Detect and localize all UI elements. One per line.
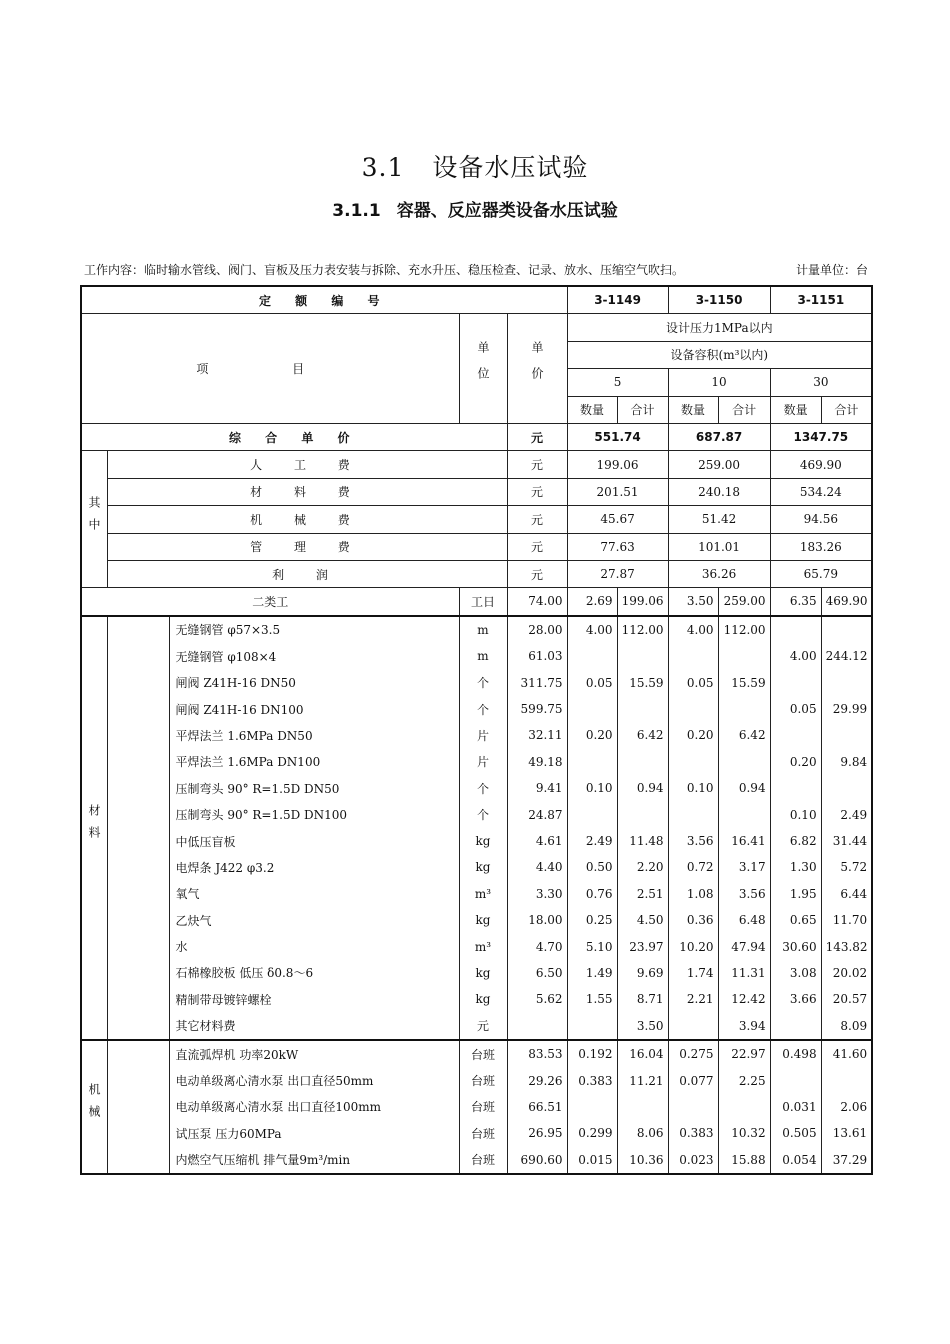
- work-content: 工作内容：临时输水管线、阀门、盲板及压力表安装与拆除、充水升压、稳压检查、记录、放水、压缩空气吹扫。: [84, 263, 685, 277]
- machine-cell: [567, 1094, 617, 1120]
- material-cell: [668, 643, 718, 669]
- machine-cell: 13.61: [821, 1120, 872, 1146]
- material-cell: [617, 749, 668, 775]
- machine-price: 690.60: [507, 1147, 567, 1174]
- material-cell: 11.31: [718, 960, 770, 986]
- among-item-value: 45.67: [567, 506, 668, 533]
- among-item-value: 27.87: [567, 560, 668, 587]
- material-cell: [770, 775, 821, 801]
- material-cell: [668, 801, 718, 827]
- pressure-header: 设计压力1MPa以内: [567, 314, 872, 341]
- among-item-unit: 元: [507, 506, 567, 533]
- among-item-value: 183.26: [770, 533, 872, 560]
- material-name: 无缝钢管 φ57×3.5: [169, 616, 459, 643]
- material-cell: 11.70: [821, 907, 872, 933]
- material-unit: kg: [459, 986, 507, 1012]
- code-1150: 3-1150: [668, 286, 770, 314]
- material-name: 乙炔气: [169, 907, 459, 933]
- material-cell: 5.10: [567, 933, 617, 959]
- material-name: 压制弯头 90° R=1.5D DN50: [169, 775, 459, 801]
- material-cell: 12.42: [718, 986, 770, 1012]
- material-cell: 0.72: [668, 854, 718, 880]
- labor-price: 74.00: [507, 588, 567, 616]
- machine-cell: 10.32: [718, 1120, 770, 1146]
- total-label: 综 合 单 价: [81, 423, 507, 450]
- material-cell: [821, 722, 872, 748]
- material-cell: 0.20: [567, 722, 617, 748]
- material-cell: [770, 669, 821, 695]
- material-cell: 6.48: [718, 907, 770, 933]
- material-price: 4.40: [507, 854, 567, 880]
- sum-header: 合计: [718, 396, 770, 423]
- material-unit: 片: [459, 749, 507, 775]
- material-price: 32.11: [507, 722, 567, 748]
- material-price: 4.61: [507, 828, 567, 854]
- material-cell: 1.08: [668, 881, 718, 907]
- material-cell: 5.72: [821, 854, 872, 880]
- machine-cell: 10.36: [617, 1147, 668, 1174]
- material-cell: 10.20: [668, 933, 718, 959]
- machine-cell: 0.015: [567, 1147, 617, 1174]
- page-title: [0, 148, 950, 184]
- material-cell: [770, 1013, 821, 1040]
- material-spacer-cell: [107, 616, 169, 1040]
- among-item-name: 人 工 费: [107, 451, 507, 478]
- material-price: [507, 1013, 567, 1040]
- material-unit: 个: [459, 696, 507, 722]
- material-cell: [617, 643, 668, 669]
- material-cell: [718, 749, 770, 775]
- material-cell: 1.95: [770, 881, 821, 907]
- machine-price: 66.51: [507, 1094, 567, 1120]
- material-price: 599.75: [507, 696, 567, 722]
- material-unit: 个: [459, 801, 507, 827]
- labor-cell: 199.06: [617, 588, 668, 616]
- material-unit: 个: [459, 775, 507, 801]
- among-item-value: 94.56: [770, 506, 872, 533]
- material-cell: 3.50: [617, 1013, 668, 1040]
- material-cell: 1.30: [770, 854, 821, 880]
- total-value: 551.74: [567, 423, 668, 450]
- labor-name: 二类工: [81, 588, 459, 616]
- material-unit: m³: [459, 933, 507, 959]
- material-cell: [821, 775, 872, 801]
- material-name: 氧气: [169, 881, 459, 907]
- material-cell: 112.00: [617, 616, 668, 643]
- material-cell: 0.94: [718, 775, 770, 801]
- material-name: 电焊条 J422 φ3.2: [169, 854, 459, 880]
- code-1149: 3-1149: [567, 286, 668, 314]
- material-price: 18.00: [507, 907, 567, 933]
- machine-label-text: 机械: [87, 1083, 101, 1128]
- among-item-value: 199.06: [567, 451, 668, 478]
- material-name: 精制带母镀锌螺栓: [169, 986, 459, 1012]
- material-unit: 元: [459, 1013, 507, 1040]
- machine-cell: [821, 1067, 872, 1093]
- volume-header: 设备容积(m³以内): [567, 341, 872, 368]
- material-name: 平焊法兰 1.6MPa DN100: [169, 749, 459, 775]
- material-label-text: 材料: [87, 804, 101, 849]
- material-cell: 0.50: [567, 854, 617, 880]
- unit-label-text: 单位: [476, 341, 490, 394]
- price-label: [507, 314, 567, 424]
- among-item-value: 259.00: [668, 451, 770, 478]
- material-cell: 0.10: [770, 801, 821, 827]
- material-cell: 23.97: [617, 933, 668, 959]
- material-cell: 0.20: [668, 722, 718, 748]
- material-cell: [617, 696, 668, 722]
- quota-table: [80, 285, 873, 1175]
- qty-header: 数量: [770, 396, 821, 423]
- machine-unit: 台班: [459, 1120, 507, 1146]
- material-name: 压制弯头 90° R=1.5D DN100: [169, 801, 459, 827]
- machine-cell: 0.498: [770, 1040, 821, 1067]
- machine-name: 试压泵 压力60MPa: [169, 1120, 459, 1146]
- material-cell: 47.94: [718, 933, 770, 959]
- material-price: 49.18: [507, 749, 567, 775]
- labor-cell: 2.69: [567, 588, 617, 616]
- machine-cell: 0.505: [770, 1120, 821, 1146]
- machine-cell: 22.97: [718, 1040, 770, 1067]
- material-cell: 0.10: [567, 775, 617, 801]
- sum-header: 合计: [617, 396, 668, 423]
- material-unit: kg: [459, 907, 507, 933]
- sum-header: 合计: [821, 396, 872, 423]
- machine-name: 电动单级离心清水泵 出口直径50mm: [169, 1067, 459, 1093]
- among-item-value: 101.01: [668, 533, 770, 560]
- material-cell: 9.69: [617, 960, 668, 986]
- among-item-value: 240.18: [668, 478, 770, 505]
- material-cell: 3.66: [770, 986, 821, 1012]
- material-cell: 20.57: [821, 986, 872, 1012]
- machine-cell: [718, 1094, 770, 1120]
- machine-cell: [770, 1067, 821, 1093]
- material-price: 6.50: [507, 960, 567, 986]
- material-name: 中低压盲板: [169, 828, 459, 854]
- material-unit: 个: [459, 669, 507, 695]
- material-cell: 6.82: [770, 828, 821, 854]
- material-unit: m³: [459, 881, 507, 907]
- machine-unit: 台班: [459, 1094, 507, 1120]
- machine-cell: [617, 1094, 668, 1120]
- work-content-line: [84, 261, 868, 278]
- machine-name: 内燃空气压缩机 排气量9m³/min: [169, 1147, 459, 1174]
- among-item-value: 65.79: [770, 560, 872, 587]
- among-item-unit: 元: [507, 560, 567, 587]
- material-cell: 29.99: [821, 696, 872, 722]
- among-item-unit: 元: [507, 533, 567, 560]
- title-number: 3.1: [361, 153, 405, 182]
- machine-cell: 15.88: [718, 1147, 770, 1174]
- machine-cell: 0.299: [567, 1120, 617, 1146]
- qty-header: 数量: [567, 396, 617, 423]
- material-price: 28.00: [507, 616, 567, 643]
- material-cell: [617, 801, 668, 827]
- material-price: 9.41: [507, 775, 567, 801]
- material-cell: [770, 722, 821, 748]
- price-label-text: 单价: [530, 341, 545, 394]
- material-cell: [770, 616, 821, 643]
- labor-cell: 469.90: [821, 588, 872, 616]
- material-cell: [567, 696, 617, 722]
- material-cell: [668, 696, 718, 722]
- material-cell: 31.44: [821, 828, 872, 854]
- material-price: 61.03: [507, 643, 567, 669]
- machine-cell: 2.06: [821, 1094, 872, 1120]
- material-cell: 15.59: [718, 669, 770, 695]
- material-name: 水: [169, 933, 459, 959]
- material-price: 311.75: [507, 669, 567, 695]
- machine-cell: 41.60: [821, 1040, 872, 1067]
- measure-unit: 计量单位：台: [795, 263, 868, 277]
- material-name: 闸阀 Z41H-16 DN50: [169, 669, 459, 695]
- unit-label: [459, 314, 507, 424]
- material-cell: 2.49: [567, 828, 617, 854]
- material-cell: 2.20: [617, 854, 668, 880]
- material-unit: kg: [459, 854, 507, 880]
- material-cell: [718, 643, 770, 669]
- machine-cell: 0.054: [770, 1147, 821, 1174]
- material-cell: [567, 801, 617, 827]
- material-cell: 0.94: [617, 775, 668, 801]
- material-cell: 6.42: [718, 722, 770, 748]
- machine-cell: 0.275: [668, 1040, 718, 1067]
- material-cell: [668, 1013, 718, 1040]
- material-name: 平焊法兰 1.6MPa DN50: [169, 722, 459, 748]
- material-cell: 4.00: [567, 616, 617, 643]
- material-cell: 8.09: [821, 1013, 872, 1040]
- material-cell: 4.00: [668, 616, 718, 643]
- machine-cell: 0.077: [668, 1067, 718, 1093]
- material-unit: kg: [459, 960, 507, 986]
- material-name: 无缝钢管 φ108×4: [169, 643, 459, 669]
- subtitle-number: 3.1.1: [332, 201, 381, 221]
- material-unit: m: [459, 616, 507, 643]
- material-cell: [668, 749, 718, 775]
- material-cell: 0.20: [770, 749, 821, 775]
- machine-unit: 台班: [459, 1067, 507, 1093]
- title-text: 设备水压试验: [432, 153, 589, 182]
- material-cell: 0.05: [567, 669, 617, 695]
- material-cell: 9.84: [821, 749, 872, 775]
- among-item-unit: 元: [507, 478, 567, 505]
- code-1151: 3-1151: [770, 286, 872, 314]
- material-price: 4.70: [507, 933, 567, 959]
- labor-unit: 工日: [459, 588, 507, 616]
- material-cell: 0.05: [668, 669, 718, 695]
- machine-price: 83.53: [507, 1040, 567, 1067]
- material-cell: [567, 1013, 617, 1040]
- material-cell: 8.71: [617, 986, 668, 1012]
- material-cell: 0.05: [770, 696, 821, 722]
- material-price: 5.62: [507, 986, 567, 1012]
- labor-cell: 259.00: [718, 588, 770, 616]
- among-item-unit: 元: [507, 451, 567, 478]
- machine-cell: 0.192: [567, 1040, 617, 1067]
- material-cell: 30.60: [770, 933, 821, 959]
- total-value: 687.87: [668, 423, 770, 450]
- material-cell: 0.76: [567, 881, 617, 907]
- labor-cell: 6.35: [770, 588, 821, 616]
- material-name: 其它材料费: [169, 1013, 459, 1040]
- material-cell: 6.44: [821, 881, 872, 907]
- material-cell: 2.21: [668, 986, 718, 1012]
- among-item-value: 51.42: [668, 506, 770, 533]
- material-cell: 4.50: [617, 907, 668, 933]
- among-item-name: 利 润: [107, 560, 507, 587]
- quota-no-label: 定 额 编 号: [81, 286, 567, 314]
- material-cell: 15.59: [617, 669, 668, 695]
- material-cell: 2.51: [617, 881, 668, 907]
- material-cell: 3.17: [718, 854, 770, 880]
- material-cell: 2.49: [821, 801, 872, 827]
- machine-price: 29.26: [507, 1067, 567, 1093]
- material-cell: 16.41: [718, 828, 770, 854]
- machine-cell: 0.383: [668, 1120, 718, 1146]
- machine-spacer-cell: [107, 1040, 169, 1174]
- material-price: 3.30: [507, 881, 567, 907]
- volume-10: 10: [668, 369, 770, 396]
- among-group-label: [81, 451, 107, 588]
- machine-cell: 0.383: [567, 1067, 617, 1093]
- machine-price: 26.95: [507, 1120, 567, 1146]
- material-cell: 3.56: [718, 881, 770, 907]
- material-price: 24.87: [507, 801, 567, 827]
- material-cell: 112.00: [718, 616, 770, 643]
- material-cell: 6.42: [617, 722, 668, 748]
- machine-name: 电动单级离心清水泵 出口直径100mm: [169, 1094, 459, 1120]
- machine-unit: 台班: [459, 1147, 507, 1174]
- machine-cell: 8.06: [617, 1120, 668, 1146]
- material-cell: 11.48: [617, 828, 668, 854]
- machine-cell: 0.031: [770, 1094, 821, 1120]
- material-cell: 1.49: [567, 960, 617, 986]
- machine-name: 直流弧焊机 功率20kW: [169, 1040, 459, 1067]
- machine-cell: [668, 1094, 718, 1120]
- qty-header: 数量: [668, 396, 718, 423]
- material-unit: 片: [459, 722, 507, 748]
- material-cell: 244.12: [821, 643, 872, 669]
- total-unit: 元: [507, 423, 567, 450]
- material-cell: 3.08: [770, 960, 821, 986]
- material-name: 闸阀 Z41H-16 DN100: [169, 696, 459, 722]
- machine-cell: 37.29: [821, 1147, 872, 1174]
- labor-cell: 3.50: [668, 588, 718, 616]
- material-cell: 0.25: [567, 907, 617, 933]
- material-unit: m: [459, 643, 507, 669]
- material-cell: 0.65: [770, 907, 821, 933]
- section-title: [0, 196, 950, 221]
- material-unit: kg: [459, 828, 507, 854]
- material-cell: [821, 669, 872, 695]
- material-cell: 0.10: [668, 775, 718, 801]
- machine-group-label: [81, 1040, 107, 1174]
- material-cell: 20.02: [821, 960, 872, 986]
- machine-cell: 16.04: [617, 1040, 668, 1067]
- machine-unit: 台班: [459, 1040, 507, 1067]
- machine-cell: 2.25: [718, 1067, 770, 1093]
- among-item-value: 469.90: [770, 451, 872, 478]
- material-cell: [718, 801, 770, 827]
- among-item-value: 534.24: [770, 478, 872, 505]
- among-item-name: 材 料 费: [107, 478, 507, 505]
- machine-cell: 11.21: [617, 1067, 668, 1093]
- among-item-value: 36.26: [668, 560, 770, 587]
- material-name: 石棉橡胶板 低压 δ0.8～6: [169, 960, 459, 986]
- material-cell: 0.36: [668, 907, 718, 933]
- material-cell: [567, 749, 617, 775]
- material-cell: [718, 696, 770, 722]
- volume-30: 30: [770, 369, 872, 396]
- machine-cell: 0.023: [668, 1147, 718, 1174]
- material-cell: 3.94: [718, 1013, 770, 1040]
- among-item-name: 机 械 费: [107, 506, 507, 533]
- material-cell: [567, 643, 617, 669]
- among-item-value: 77.63: [567, 533, 668, 560]
- material-cell: 143.82: [821, 933, 872, 959]
- total-value: 1347.75: [770, 423, 872, 450]
- material-group-label: [81, 616, 107, 1040]
- among-label-text: 其中: [87, 495, 101, 540]
- material-cell: 4.00: [770, 643, 821, 669]
- volume-5: 5: [567, 369, 668, 396]
- item-label: 项 目: [81, 314, 459, 424]
- material-cell: [821, 616, 872, 643]
- among-item-value: 201.51: [567, 478, 668, 505]
- material-cell: 1.74: [668, 960, 718, 986]
- subtitle-text: 容器、反应器类设备水压试验: [396, 201, 618, 221]
- among-item-name: 管 理 费: [107, 533, 507, 560]
- material-cell: 1.55: [567, 986, 617, 1012]
- material-cell: 3.56: [668, 828, 718, 854]
